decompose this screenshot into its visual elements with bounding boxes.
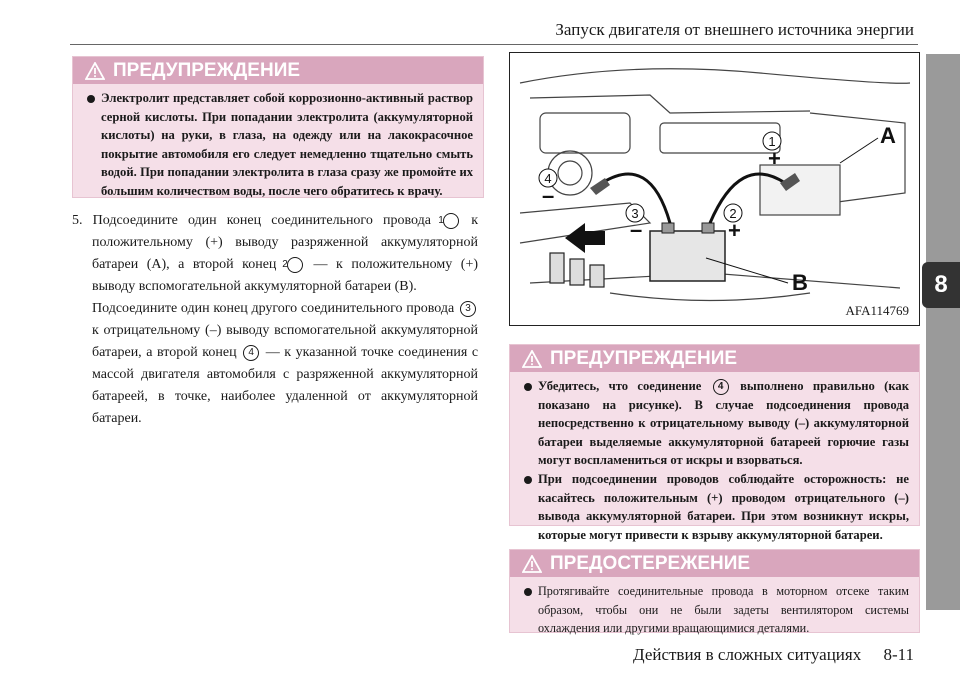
step-5-paragraph-1 [72,210,478,298]
step-number: 5. [72,213,83,228]
header-divider [70,44,918,45]
footer-section: Действия в сложных ситуациях [633,645,862,664]
callout-number: 2 [287,257,303,273]
warning-box-connection [509,344,920,542]
caution-item: Протягивайте соединительные провода в моторном отсеке таким образом, чтобы они не были задеты вентилятором системы охлаждения или другими вращающимися деталями. [524,582,909,638]
battery-b-icon [650,231,725,281]
chapter-side-tab [926,54,960,610]
engine-bay-drawing [510,53,919,325]
label-a: A [880,123,896,148]
warning-box-electrolyte [72,56,484,198]
warning-body [510,372,919,549]
page-number: 8-11 [883,645,914,664]
step-text: к положительному (+) выводу разряженной аккумуляторной батареи (A), а второй конец [92,213,478,272]
page-footer [615,645,914,665]
warning-item: При подсоединении проводов соблюдайте осторожность: не касайтесь положительным (+) проводом отрицательного (–) вывода аккумуляторной батареи. При этом возникнут искры, которые могут привести к взрыву аккумуляторной батареи. [524,470,909,544]
callout-number: 4 [713,379,729,395]
step-5-instructions [72,210,478,430]
step-text: Подсоедините один конец соединительного провода [92,213,431,228]
warning-header [73,57,483,84]
arrow-icon [565,223,605,253]
step-text: к отрицательному (–) выводу вспомогательной аккумуляторной батареи, а второй конец [92,323,478,360]
callout-number: 1 [443,213,459,229]
minus-sign: – [630,217,643,242]
figure-code: AFA114769 [845,303,909,318]
warning-item [524,377,909,470]
label-b: B [792,270,808,295]
caution-header [510,550,919,577]
step-text: — к положительному (+) выводу вспомогательной аккумуляторной батареи (B). [92,257,479,294]
warning-text: выполнено правильно (как показано на рисунке). В случае подсоединения провода непосредственно к отрицательному выводу (–) аккумуляторной батареи выделяемые аккумуляторной батареей горючие газы могут воспламениться от искры и взорваться. [538,379,909,468]
caution-heading: ПРЕДОСТЕРЕЖЕНИЕ [550,552,751,574]
step-text: Подсоедините один конец другого соединительного провода [92,301,455,316]
warning-triangle-icon [522,350,542,368]
callout-1: 1 [768,134,776,149]
jump-start-illustration [509,52,920,326]
page-header-title: Запуск двигателя от внешнего источника энергии [555,20,914,39]
callout-3: 3 [631,206,639,221]
callout-2: 2 [729,206,737,221]
warning-body [73,84,483,206]
step-text: — к указанной точке соединения с массой двигателя автомобиля с разряженной аккумуляторной батареей, в точке, наиболее удаленной от аккумуляторной батареи. [92,345,479,426]
chapter-number-tab: 8 [922,262,960,308]
plus-sign: + [768,146,781,171]
minus-sign: – [542,183,555,208]
callout-number: 4 [243,345,259,361]
warning-heading: ПРЕДУПРЕЖДЕНИЕ [113,59,301,81]
callout-4: 4 [544,171,552,186]
warning-triangle-icon [85,62,105,80]
plus-sign: + [728,218,741,243]
warning-header [510,345,919,372]
warning-text: Убедитесь, что соединение [538,379,702,393]
step-5-paragraph-2 [72,298,478,430]
callout-number: 3 [460,301,476,317]
warning-triangle-icon [522,555,542,573]
warning-item: Электролит представляет собой коррозионно-активный раствор серной кислоты. При попадании электролита (аккумуляторной кислоты) на руки, в глаза, на одежду или на лакокрасочное покрытие автомобиля его следует немедленно тщательно смыть водой. При попадании электролита в глаза сразу же промойте их большим количеством воды, после чего обратитесь к врачу. [87,89,473,201]
caution-body [510,577,919,643]
warning-heading: ПРЕДУПРЕЖДЕНИЕ [550,347,738,369]
caution-box [509,549,920,636]
